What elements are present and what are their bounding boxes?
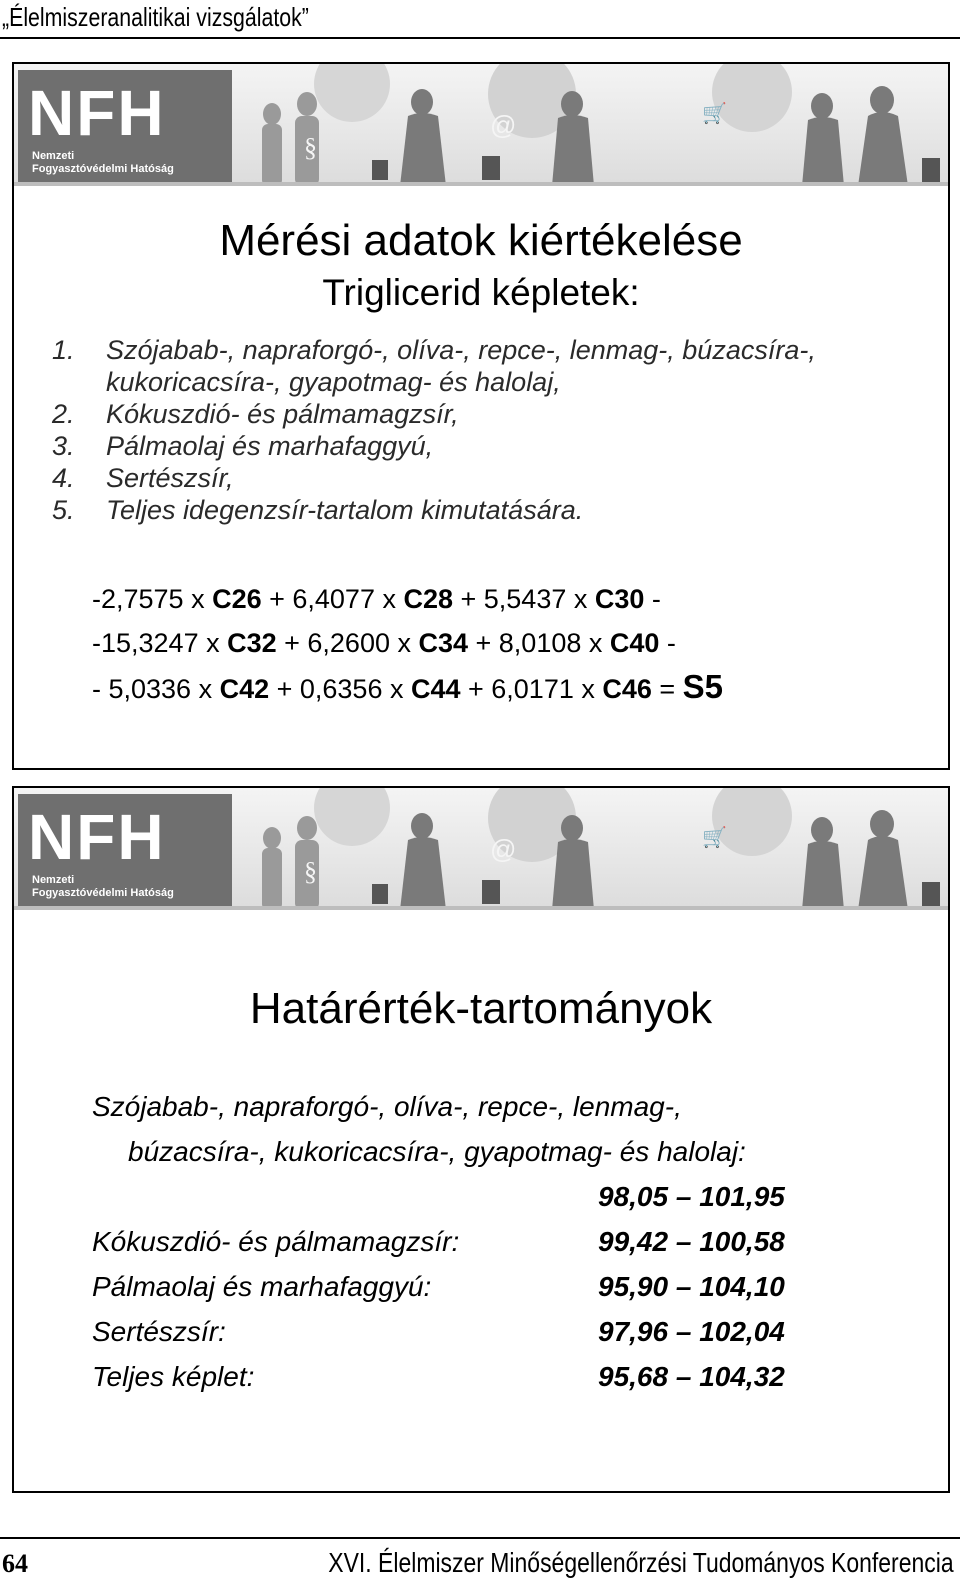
formula-line-1: [92, 584, 661, 615]
fatty-acid: C26: [212, 584, 262, 614]
logo-subtitle: [32, 874, 174, 900]
list-text: Szójabab-, napraforgó-, olíva-, repce-, lenmag-, búzacsíra-,: [106, 335, 816, 365]
fatty-acid: C46: [602, 674, 652, 704]
formula-line-3: [92, 668, 723, 706]
shoppers-silhouette-image: [232, 788, 948, 910]
operator: -: [644, 584, 661, 614]
limit-value: 98,05 – 101,95: [598, 1181, 785, 1212]
limit-label: Kókuszdió- és pálmamagzsír:: [92, 1226, 460, 1257]
list-text: Kókuszdió- és pálmamagzsír,: [106, 399, 459, 429]
slide-1: [12, 62, 950, 770]
slide-2-title: Határérték-tartományok: [249, 984, 713, 1033]
operator: =: [651, 674, 683, 704]
list-number: 5.: [52, 495, 75, 525]
coefficient: - 5,0336 x: [92, 674, 220, 704]
limit-row: [92, 1309, 852, 1354]
limit-row-oils-line1: [92, 1084, 852, 1129]
logo-line1: Nemzeti: [32, 874, 75, 886]
limit-value: 99,42 – 100,58: [598, 1226, 785, 1257]
fatty-acid: C42: [219, 674, 270, 704]
logo-line2: Fogyasztóvédelmi Hatóság: [32, 887, 174, 899]
limit-label: Szójabab-, napraforgó-, olíva-, repce-, lenmag-,: [92, 1091, 682, 1122]
slide-1-title: Mérési adatok kiértékelése: [219, 216, 743, 265]
fatty-acid: C30: [594, 584, 645, 614]
nfh-logo: [18, 794, 232, 906]
limit-label: Pálmaolaj és marhafaggyú:: [92, 1271, 432, 1302]
fatty-acid: C28: [403, 584, 453, 614]
nfh-banner: [14, 64, 948, 186]
conference-name: XVI. Élelmiszer Minőségellenőrzési Tudományos Konferencia: [328, 1547, 954, 1578]
document-header: [0, 0, 960, 40]
fatty-acid: C40: [609, 628, 660, 658]
svg-text:§: §: [304, 857, 317, 886]
list-number: 4.: [52, 463, 75, 493]
list-number: 2.: [52, 399, 75, 429]
limit-label: búzacsíra-, kukoricacsíra-, gyapotmag- és halolaj:: [128, 1136, 746, 1167]
logo-line1: Nemzeti: [32, 150, 75, 162]
fatty-acid: C34: [418, 628, 469, 658]
list-text: Pálmaolaj és marhafaggyú,: [106, 431, 434, 461]
nfh-banner: [14, 788, 948, 910]
coefficient: + 6,2600 x: [276, 628, 419, 658]
logo-brand: NFH: [28, 77, 166, 149]
document-footer: [0, 1537, 960, 1585]
limit-value: 95,90 – 104,10: [598, 1271, 785, 1302]
svg-text:@: @: [490, 110, 517, 140]
document-title: „Élelmiszeranalitikai vizsgálatok”: [2, 2, 309, 32]
formula-line-2: [92, 628, 676, 659]
list-text: kukoricacsíra-, gyapotmag- és halolaj,: [106, 367, 561, 397]
list-number: 3.: [52, 431, 75, 461]
coefficient: + 6,0171 x: [460, 674, 603, 704]
limit-row-oils-line2: [92, 1129, 852, 1174]
fatty-acid: C32: [227, 628, 277, 658]
svg-text:🛒: 🛒: [702, 101, 727, 125]
list-text: Sertészsír,: [106, 463, 234, 493]
limit-label: Teljes képlet:: [92, 1361, 255, 1392]
limit-row: [92, 1264, 852, 1309]
limit-row-oils-value: [92, 1174, 852, 1219]
svg-text:@: @: [490, 834, 517, 864]
banner-shadow: [14, 182, 948, 186]
slide-2: [12, 786, 950, 1493]
coefficient: + 5,5437 x: [453, 584, 595, 614]
svg-text:§: §: [304, 133, 317, 162]
list-text: Teljes idegenzsír-tartalom kimutatására.: [106, 495, 584, 525]
banner-shadow: [14, 906, 948, 910]
svg-text:🛒: 🛒: [702, 825, 727, 849]
limit-ranges-table: [92, 1084, 852, 1399]
nfh-logo: [18, 70, 232, 182]
coefficient: + 0,6356 x: [269, 674, 411, 704]
header-rule: [0, 37, 960, 39]
fatty-acid: C44: [410, 674, 461, 704]
logo-line2: Fogyasztóvédelmi Hatóság: [32, 163, 174, 175]
page-number: 64: [2, 1549, 28, 1578]
logo-brand: NFH: [28, 801, 166, 873]
coefficient: + 8,0108 x: [468, 628, 610, 658]
coefficient: -15,3247 x: [92, 628, 228, 658]
coefficient: -2,7575 x: [92, 584, 213, 614]
operator: -: [659, 628, 676, 658]
limit-value: 97,96 – 102,04: [598, 1316, 785, 1347]
limit-row: [92, 1354, 852, 1399]
limit-value: 95,68 – 104,32: [598, 1361, 785, 1392]
footer-rule: [0, 1537, 960, 1539]
logo-subtitle: [32, 150, 174, 176]
limit-label: Sertészsír:: [92, 1316, 226, 1347]
result-s5: S5: [682, 668, 724, 705]
coefficient: + 6,4077 x: [261, 584, 404, 614]
shoppers-silhouette-image: [232, 64, 948, 186]
limit-row: [92, 1219, 852, 1264]
list-number: 1.: [52, 335, 75, 365]
slide-1-subtitle: Triglicerid képletek:: [322, 272, 640, 313]
